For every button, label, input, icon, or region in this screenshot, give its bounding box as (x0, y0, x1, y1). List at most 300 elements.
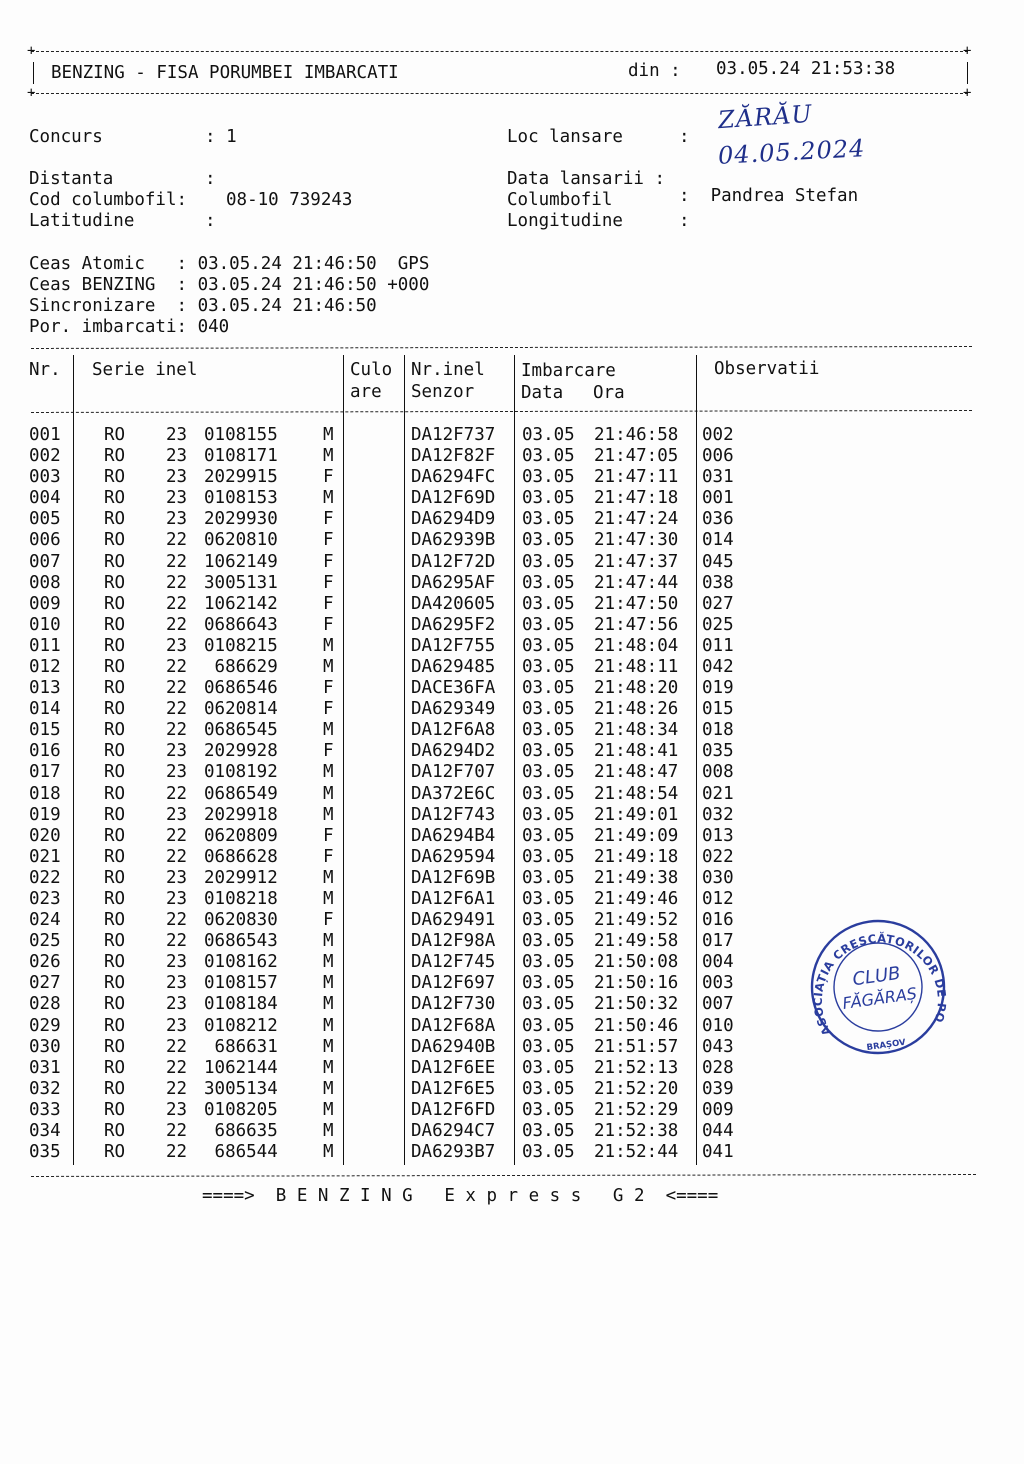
cell-ring: 0686545 (204, 720, 278, 741)
table-row (0, 572, 1024, 596)
cell-ring: 1062142 (204, 593, 278, 614)
cell-country: RO (104, 825, 126, 846)
cell-observatii: 013 (702, 825, 734, 846)
cell-sensor: DA62940B (411, 1036, 496, 1057)
cell-ring: 0620810 (204, 530, 278, 551)
cell-date: 03.05 (522, 720, 575, 741)
cell-nr: 007 (29, 551, 61, 572)
cell-sex: M (323, 1015, 334, 1036)
loc-lansare-value: : (679, 127, 690, 147)
cell-sex: F (323, 593, 334, 614)
cell-sensor: DA6293B7 (411, 1142, 496, 1163)
cell-date: 03.05 (522, 572, 575, 593)
cell-sex: M (323, 931, 334, 952)
cell-observatii: 030 (702, 867, 734, 888)
cell-sensor: DA6294B4 (411, 825, 496, 846)
table-row (0, 888, 1024, 912)
cell-nr: 022 (29, 867, 61, 888)
cell-date: 03.05 (522, 931, 575, 952)
cell-nr: 002 (29, 446, 61, 467)
cell-date: 03.05 (522, 1015, 575, 1036)
cell-ring: 0620830 (204, 910, 278, 931)
table-row (0, 701, 1024, 722)
cell-ring: 3005131 (204, 572, 278, 593)
stamp-city-text: FĂGĂRAȘ (841, 983, 918, 1013)
cell-year: 23 (166, 1015, 188, 1036)
cell-country: RO (104, 1078, 126, 1099)
cell-nr: 034 (29, 1120, 61, 1141)
cell-ring: 0108215 (204, 635, 278, 656)
cell-sensor: DA6295AF (411, 572, 496, 593)
cell-sensor: DA12F697 (411, 973, 496, 994)
cell-ring: 0108192 (204, 762, 278, 783)
cell-time: 21:46:58 (594, 425, 679, 445)
cell-ring: 0108184 (204, 994, 278, 1015)
cell-sex: F (323, 741, 334, 762)
table-row (0, 635, 1024, 659)
cell-nr: 006 (29, 530, 61, 551)
cell-sensor: DA12F755 (411, 635, 496, 656)
concurs-label: Concurs (29, 127, 103, 147)
cell-sensor: DA6294D2 (411, 741, 496, 762)
cell-time: 21:47:44 (594, 572, 679, 593)
cell-year: 23 (166, 488, 188, 509)
cell-time: 21:47:56 (594, 614, 679, 635)
cell-sensor: DA629485 (411, 656, 496, 677)
cell-observatii: 031 (702, 467, 734, 488)
cell-date: 03.05 (522, 1099, 575, 1120)
cell-year: 23 (166, 762, 188, 783)
cell-nr: 012 (29, 656, 61, 677)
cell-year: 23 (166, 446, 188, 467)
cell-time: 21:47:05 (594, 446, 679, 467)
cell-time: 21:47:11 (594, 467, 679, 488)
cell-sex: M (323, 1099, 334, 1120)
cell-sex: M (323, 656, 334, 677)
corner-mark: + (27, 43, 36, 59)
cell-date: 03.05 (522, 1057, 575, 1078)
cell-year: 22 (166, 720, 188, 741)
cell-nr: 035 (29, 1142, 61, 1163)
cell-year: 22 (166, 1036, 188, 1057)
table-row (0, 1078, 1024, 1102)
cell-observatii: 041 (702, 1142, 734, 1163)
cell-sex: M (323, 488, 334, 509)
cell-year: 23 (166, 973, 188, 994)
cell-time: 21:48:04 (594, 635, 679, 656)
cell-date: 03.05 (522, 783, 575, 804)
cell-country: RO (104, 678, 126, 699)
col-imbarcare: Imbarcare (521, 361, 616, 381)
table-row (0, 846, 1024, 870)
header-title: BENZING - FISA PORUMBEI IMBARCATI (51, 63, 399, 83)
cell-country: RO (104, 846, 126, 867)
cell-ring: 0620809 (204, 825, 278, 846)
cell-sensor: DA629594 (411, 846, 496, 867)
cell-observatii: 022 (702, 846, 734, 867)
cell-time: 21:48:47 (594, 762, 679, 783)
cell-ring: 1062149 (204, 551, 278, 572)
cell-time: 21:47:30 (594, 530, 679, 551)
cell-time: 21:49:46 (594, 888, 679, 909)
cell-ring: 0686549 (204, 783, 278, 804)
cell-observatii: 035 (702, 741, 734, 762)
cell-nr: 020 (29, 825, 61, 846)
cell-date: 03.05 (522, 846, 575, 867)
cell-observatii: 009 (702, 1099, 734, 1120)
cell-observatii: 028 (702, 1057, 734, 1078)
cell-country: RO (104, 910, 126, 931)
cell-time: 21:50:16 (594, 973, 679, 994)
cell-sex: M (323, 446, 334, 467)
cell-sex: M (323, 1078, 334, 1099)
cell-year: 22 (166, 678, 188, 699)
cell-time: 21:48:54 (594, 783, 679, 804)
cell-date: 03.05 (522, 741, 575, 762)
table-row (0, 764, 1024, 785)
cell-country: RO (104, 1120, 126, 1141)
cell-country: RO (104, 1015, 126, 1036)
cell-date: 03.05 (522, 614, 575, 635)
corner-mark: + (27, 85, 36, 101)
cell-nr: 003 (29, 467, 61, 488)
table-row (0, 680, 1024, 701)
cell-country: RO (104, 593, 126, 614)
cell-ring: 0108162 (204, 952, 278, 973)
cell-country: RO (104, 635, 126, 656)
cell-ring: 2029915 (204, 467, 278, 488)
cell-date: 03.05 (522, 867, 575, 888)
cell-country: RO (104, 614, 126, 635)
cell-sensor: DA372E6C (411, 783, 496, 804)
cell-nr: 001 (29, 425, 61, 445)
columbofil-label: Columbofil (507, 190, 613, 210)
cell-time: 21:49:58 (594, 931, 679, 952)
cell-sex: F (323, 530, 334, 551)
cell-time: 21:52:29 (594, 1099, 679, 1120)
cell-year: 23 (166, 867, 188, 888)
cell-ring: 0108212 (204, 1015, 278, 1036)
cell-sensor: DA12F72D (411, 551, 496, 572)
corner-mark: + (963, 43, 972, 59)
cell-time: 21:52:13 (594, 1057, 679, 1078)
cell-sensor: DA12F745 (411, 952, 496, 973)
col-nr-inel: Nr.inel (411, 360, 485, 380)
cell-time: 21:49:01 (594, 804, 679, 825)
cell-observatii: 007 (702, 994, 734, 1015)
cell-sex: M (323, 1142, 334, 1163)
cell-country: RO (104, 867, 126, 888)
cell-observatii: 027 (702, 593, 734, 614)
cell-nr: 023 (29, 888, 61, 909)
header-datetime: 03.05.24 21:53:38 (716, 59, 896, 79)
cell-observatii: 018 (702, 720, 734, 741)
cell-sensor: DA12F6A8 (411, 720, 496, 741)
col-culoare-1: Culo (350, 360, 393, 380)
cell-observatii: 036 (702, 509, 734, 530)
latitudine-value: : (205, 211, 216, 231)
cell-date: 03.05 (522, 994, 575, 1015)
porumbei-imbarcati: Por. imbarcati: 040 (29, 317, 230, 337)
cell-observatii: 006 (702, 446, 734, 467)
cell-sex: M (323, 762, 334, 783)
cell-ring: 1062144 (204, 1057, 278, 1078)
table-row (0, 1144, 1024, 1165)
cell-time: 21:49:09 (594, 825, 679, 846)
cell-country: RO (104, 1142, 126, 1163)
cell-country: RO (104, 952, 126, 973)
cell-year: 22 (166, 1142, 188, 1163)
cell-date: 03.05 (522, 488, 575, 509)
cell-country: RO (104, 530, 126, 551)
cell-date: 03.05 (522, 1120, 575, 1141)
cell-country: RO (104, 720, 126, 741)
table-row (0, 722, 1024, 743)
cell-date: 03.05 (522, 1036, 575, 1057)
handwritten-place: ZĂRĂU (717, 99, 814, 135)
cell-country: RO (104, 804, 126, 825)
cell-sex: F (323, 678, 334, 699)
col-data: Data (521, 383, 564, 403)
col-nr: Nr. (29, 360, 61, 380)
cell-year: 22 (166, 825, 188, 846)
cell-country: RO (104, 425, 126, 445)
cell-nr: 004 (29, 488, 61, 509)
col-senzor: Senzor (411, 382, 475, 402)
cell-time: 21:49:18 (594, 846, 679, 867)
cell-time: 21:52:44 (594, 1142, 679, 1163)
cell-time: 21:51:57 (594, 1036, 679, 1057)
cell-sex: M (323, 888, 334, 909)
header-din-label: din : (628, 61, 681, 81)
cell-date: 03.05 (522, 678, 575, 699)
table-row (0, 448, 1024, 469)
table-row (0, 532, 1024, 553)
cell-nr: 010 (29, 614, 61, 635)
cell-sensor: DA12F730 (411, 994, 496, 1015)
cell-date: 03.05 (522, 952, 575, 973)
cell-ring: 0686643 (204, 614, 278, 635)
cell-sex: F (323, 614, 334, 635)
cell-time: 21:47:24 (594, 509, 679, 530)
cell-time: 21:52:38 (594, 1120, 679, 1141)
cell-nr: 008 (29, 572, 61, 593)
cell-year: 22 (166, 572, 188, 593)
cell-time: 21:52:20 (594, 1078, 679, 1099)
cell-time: 21:48:26 (594, 699, 679, 720)
cell-sex: M (323, 1120, 334, 1141)
stamp-outer-text: ASOCIAȚIA CRESCĂTORILOR DE PORUMBEI (810, 931, 949, 1039)
cell-sensor: DA6295F2 (411, 614, 496, 635)
cell-time: 21:48:11 (594, 656, 679, 677)
cell-country: RO (104, 1057, 126, 1078)
cell-observatii: 019 (702, 678, 734, 699)
cell-country: RO (104, 973, 126, 994)
cell-date: 03.05 (522, 425, 575, 445)
corner-mark: + (963, 85, 972, 101)
latitudine-label: Latitudine (29, 211, 135, 231)
club-stamp (806, 912, 950, 1062)
table-row (0, 1120, 1024, 1144)
cell-country: RO (104, 762, 126, 783)
cell-date: 03.05 (522, 1078, 575, 1099)
cell-sex: F (323, 572, 334, 593)
cell-observatii: 002 (702, 425, 734, 445)
cell-nr: 015 (29, 720, 61, 741)
cell-time: 21:47:50 (594, 593, 679, 614)
cell-ring: 0686546 (204, 678, 278, 699)
table-row (0, 804, 1024, 828)
cell-sensor: DA629491 (411, 910, 496, 931)
cell-time: 21:48:34 (594, 720, 679, 741)
ceas-atomic: Ceas Atomic : 03.05.24 21:46:50 GPS (29, 254, 430, 274)
cell-date: 03.05 (522, 1142, 575, 1163)
distanta-value: : (205, 169, 216, 189)
ceas-benzing: Ceas BENZING : 03.05.24 21:46:50 +000 (29, 275, 430, 295)
cell-country: RO (104, 741, 126, 762)
cell-sex: M (323, 1036, 334, 1057)
cell-nr: 016 (29, 741, 61, 762)
col-ora: Ora (593, 383, 625, 403)
cell-year: 22 (166, 593, 188, 614)
table-row (0, 511, 1024, 532)
cell-year: 23 (166, 509, 188, 530)
table-row (0, 469, 1024, 490)
cell-nr: 032 (29, 1078, 61, 1099)
cell-sensor: DACE36FA (411, 678, 496, 699)
cell-sensor: DA12F98A (411, 931, 496, 952)
cell-sex: M (323, 720, 334, 741)
cell-nr: 014 (29, 699, 61, 720)
cell-nr: 026 (29, 952, 61, 973)
stamp-region-text: BRAȘOV (866, 1037, 907, 1054)
cell-ring: 686635 (204, 1120, 278, 1141)
cell-country: RO (104, 931, 126, 952)
cod-columbofil-value: 08-10 739243 (226, 190, 353, 210)
cell-sensor: DA6294D9 (411, 509, 496, 530)
cell-observatii: 045 (702, 551, 734, 572)
cell-sex: F (323, 846, 334, 867)
cell-year: 22 (166, 699, 188, 720)
cell-date: 03.05 (522, 888, 575, 909)
cell-sex: M (323, 994, 334, 1015)
footer-banner: ====> B E N Z I N G E x p r e s s G 2 <==== (202, 1186, 719, 1206)
cell-time: 21:50:46 (594, 1015, 679, 1036)
cell-date: 03.05 (522, 446, 575, 467)
cell-sex: F (323, 509, 334, 530)
longitudine-label: Longitudine (507, 211, 623, 231)
cell-nr: 028 (29, 994, 61, 1015)
table-row (0, 1057, 1024, 1081)
col-serie-inel: Serie inel (92, 360, 198, 380)
cell-sensor: DA420605 (411, 593, 496, 614)
cell-nr: 009 (29, 593, 61, 614)
cell-country: RO (104, 1036, 126, 1057)
cell-sensor: DA12F6A1 (411, 888, 496, 909)
cell-nr: 031 (29, 1057, 61, 1078)
cell-sensor: DA12F6E5 (411, 1078, 496, 1099)
cell-sex: F (323, 699, 334, 720)
cell-country: RO (104, 888, 126, 909)
cell-sex: M (323, 635, 334, 656)
table-row (0, 783, 1024, 807)
cell-date: 03.05 (522, 973, 575, 994)
cell-sensor: DA12F737 (411, 425, 496, 445)
cell-ring: 0108218 (204, 888, 278, 909)
cell-country: RO (104, 488, 126, 509)
cell-year: 22 (166, 931, 188, 952)
cell-date: 03.05 (522, 593, 575, 614)
cell-ring: 0108205 (204, 1099, 278, 1120)
cell-time: 21:47:37 (594, 551, 679, 572)
cell-year: 23 (166, 741, 188, 762)
cell-date: 03.05 (522, 509, 575, 530)
cell-year: 23 (166, 952, 188, 973)
longitudine-value: : (679, 211, 690, 231)
cell-observatii: 015 (702, 699, 734, 720)
cell-sex: F (323, 467, 334, 488)
handwritten-date: 04.05.2024 (717, 134, 867, 170)
cell-observatii: 016 (702, 910, 734, 931)
concurs-value: : 1 (205, 127, 237, 147)
cell-sex: M (323, 867, 334, 888)
cell-observatii: 032 (702, 804, 734, 825)
cell-nr: 021 (29, 846, 61, 867)
cell-date: 03.05 (522, 551, 575, 572)
cell-time: 21:47:18 (594, 488, 679, 509)
cell-ring: 0108153 (204, 488, 278, 509)
cell-sex: M (323, 952, 334, 973)
cell-nr: 019 (29, 804, 61, 825)
cell-date: 03.05 (522, 467, 575, 488)
cell-year: 23 (166, 888, 188, 909)
table-row (0, 614, 1024, 638)
cell-sensor: DA12F743 (411, 804, 496, 825)
cell-sex: M (323, 1057, 334, 1078)
cell-nr: 033 (29, 1099, 61, 1120)
cell-year: 22 (166, 551, 188, 572)
cell-year: 23 (166, 994, 188, 1015)
cell-date: 03.05 (522, 635, 575, 656)
cell-nr: 029 (29, 1015, 61, 1036)
cell-observatii: 008 (702, 762, 734, 783)
cell-year: 22 (166, 614, 188, 635)
table-row (0, 427, 1024, 448)
cell-sensor: DA12F68A (411, 1015, 496, 1036)
cell-sensor: DA12F82F (411, 446, 496, 467)
cell-ring: 0108155 (204, 425, 278, 445)
stamp-club-text: CLUB (851, 962, 902, 991)
cell-sensor: DA12F6FD (411, 1099, 496, 1120)
cell-country: RO (104, 551, 126, 572)
cell-time: 21:49:52 (594, 910, 679, 931)
cell-observatii: 011 (702, 635, 734, 656)
table-row (0, 656, 1024, 680)
cell-nr: 018 (29, 783, 61, 804)
cell-year: 22 (166, 1078, 188, 1099)
cell-year: 23 (166, 1099, 188, 1120)
cell-ring: 3005134 (204, 1078, 278, 1099)
cell-country: RO (104, 1099, 126, 1120)
cell-country: RO (104, 509, 126, 530)
col-observatii: Observatii (714, 359, 820, 379)
cell-observatii: 038 (702, 572, 734, 593)
cell-ring: 0620814 (204, 699, 278, 720)
cell-observatii: 043 (702, 1036, 734, 1057)
cell-sensor: DA6294FC (411, 467, 496, 488)
cell-year: 22 (166, 1120, 188, 1141)
cell-sensor: DA62939B (411, 530, 496, 551)
